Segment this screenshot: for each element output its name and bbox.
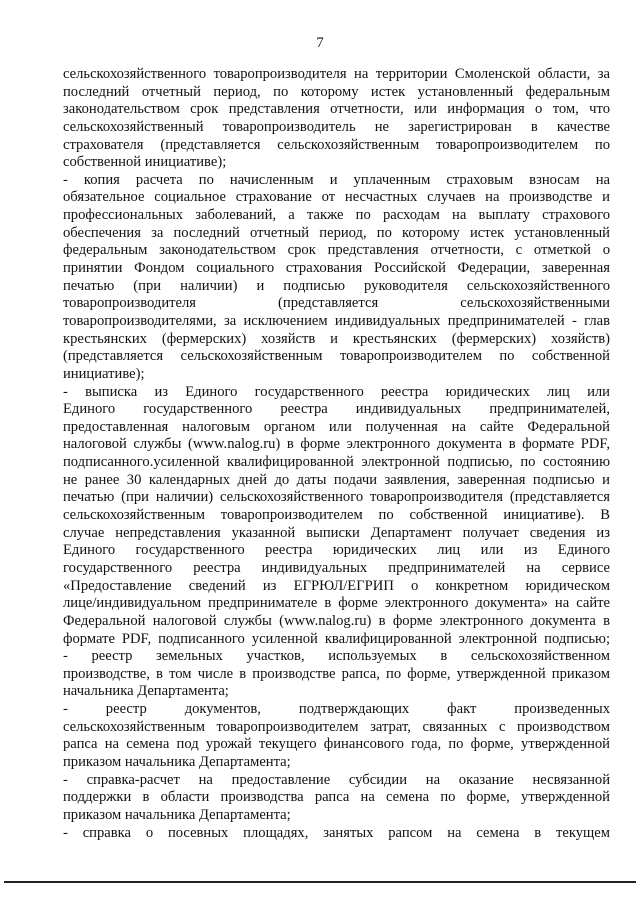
- text-line: «Предоставление сведений из ЕГРЮЛ/ЕГРИП о конкретном юридическом: [63, 577, 610, 594]
- text-line: обеспечения за последний отчетный период, по которому истек установленный: [63, 224, 610, 241]
- text-line: начальника Департамента;: [63, 683, 229, 700]
- text-line: обязательное социальное страхование от несчастных случаев на производстве и: [63, 189, 610, 206]
- text-line: принятии Фондом социального страхования Российской Федерации, заверенная: [63, 260, 610, 277]
- text-line: подписанного.усиленной квалифицированной электронной подписью, по состоянию: [63, 454, 610, 471]
- text-line: - справка о посевных площадях, занятых рапсом на семена в текущем: [63, 824, 610, 841]
- text-line: приказом начальника Департамента;: [63, 806, 291, 823]
- text-line: (представляется сельскохозяйственным товаропроизводителем по собственной: [63, 348, 610, 365]
- text-line: - справка-расчет на предоставление субсидии на оказание несвязанной: [63, 771, 610, 788]
- page-number: 7: [316, 35, 324, 51]
- text-line: - реестр документов, подтверждающих факт произведенных: [63, 701, 610, 718]
- text-line: печатью (при наличии) сельскохозяйственного товаропроизводителя (представляется: [63, 489, 610, 506]
- text-line: рапса на семена под урожай текущего финансового года, по форме, утвержденной: [63, 736, 610, 753]
- text-line: лице/индивидуальном предпринимателе в форме электронного документа» на сайте: [63, 595, 610, 612]
- page-bottom-rule: [4, 881, 636, 883]
- text-line: последний отчетный период, по которому истек установленный федеральным: [63, 83, 610, 100]
- text-line: товаропроизводителя (представляется сельскохозяйственными: [63, 295, 610, 312]
- text-line: товаропроизводителями, за исключением индивидуальных предпринимателей - глав: [63, 312, 610, 329]
- text-line: профессиональных заболеваний, а также по расходам на выплату страхового: [63, 207, 610, 224]
- text-line: производстве, в том числе в производстве рапса, по форме, утвержденной приказом: [63, 665, 610, 682]
- text-line: сельскохозяйственным товаропроизводителем затрат, связанных с производством: [63, 718, 610, 735]
- text-line: формате PDF, подписанного усиленной квалифицированной электронной подписью;: [63, 630, 610, 647]
- text-line: поддержки в области производства рапса на семена по форме, утвержденной: [63, 789, 610, 806]
- text-line: законодательством срок представления отчетности, или информация о том, что: [63, 101, 610, 118]
- text-line: случае непредставления указанной выписки Департамент получает сведения из: [63, 524, 610, 541]
- text-line: - копия расчета по начисленным и уплаченным страховым взносам на: [63, 171, 610, 188]
- document-body: [63, 66, 610, 842]
- text-line: печатью (при наличии) и подписью руководителя сельскохозяйственного: [63, 277, 610, 294]
- text-line: - выписка из Единого государственного реестра юридических лиц или: [63, 383, 610, 400]
- text-line: Единого государственного реестра юридических лиц или из Единого: [63, 542, 610, 559]
- text-line: федеральным законодательством срок представления отчетности, с отметкой о: [63, 242, 610, 259]
- text-line: предоставленная налоговым органом или полученная на сайте Федеральной: [63, 418, 610, 435]
- text-line: государственного реестра индивидуальных предпринимателей на сервисе: [63, 559, 610, 576]
- text-line: крестьянских (фермерских) хозяйств и крестьянских (фермерских) хозяйств): [63, 330, 610, 347]
- text-line: страхователя (представляется сельскохозяйственным товаропроизводителем по: [63, 136, 610, 153]
- text-line: сельскохозяйственного товаропроизводителя на территории Смоленской области, за: [63, 66, 610, 82]
- text-line: приказом начальника Департамента;: [63, 753, 291, 770]
- text-line: инициативе);: [63, 365, 145, 382]
- text-line: не ранее 30 календарных дней до даты подачи заявления, заверенная подписью и: [63, 471, 610, 488]
- text-line: Единого государственного реестра индивидуальных предпринимателей,: [63, 401, 610, 418]
- text-line: - реестр земельных участков, используемых в сельскохозяйственном: [63, 648, 610, 665]
- text-line: Федеральной налоговой службы (www.nalog.ru) в форме электронного документа в: [63, 612, 610, 629]
- text-line: сельскохозяйственный товаропроизводитель не зарегистрирован в качестве: [63, 118, 610, 135]
- text-line: налоговой службы (www.nalog.ru) в форме электронного документа в формате PDF,: [63, 436, 610, 453]
- text-line: собственной инициативе);: [63, 154, 227, 171]
- text-line: сельскохозяйственным товаропроизводителем по собственной инициативе). В: [63, 507, 610, 524]
